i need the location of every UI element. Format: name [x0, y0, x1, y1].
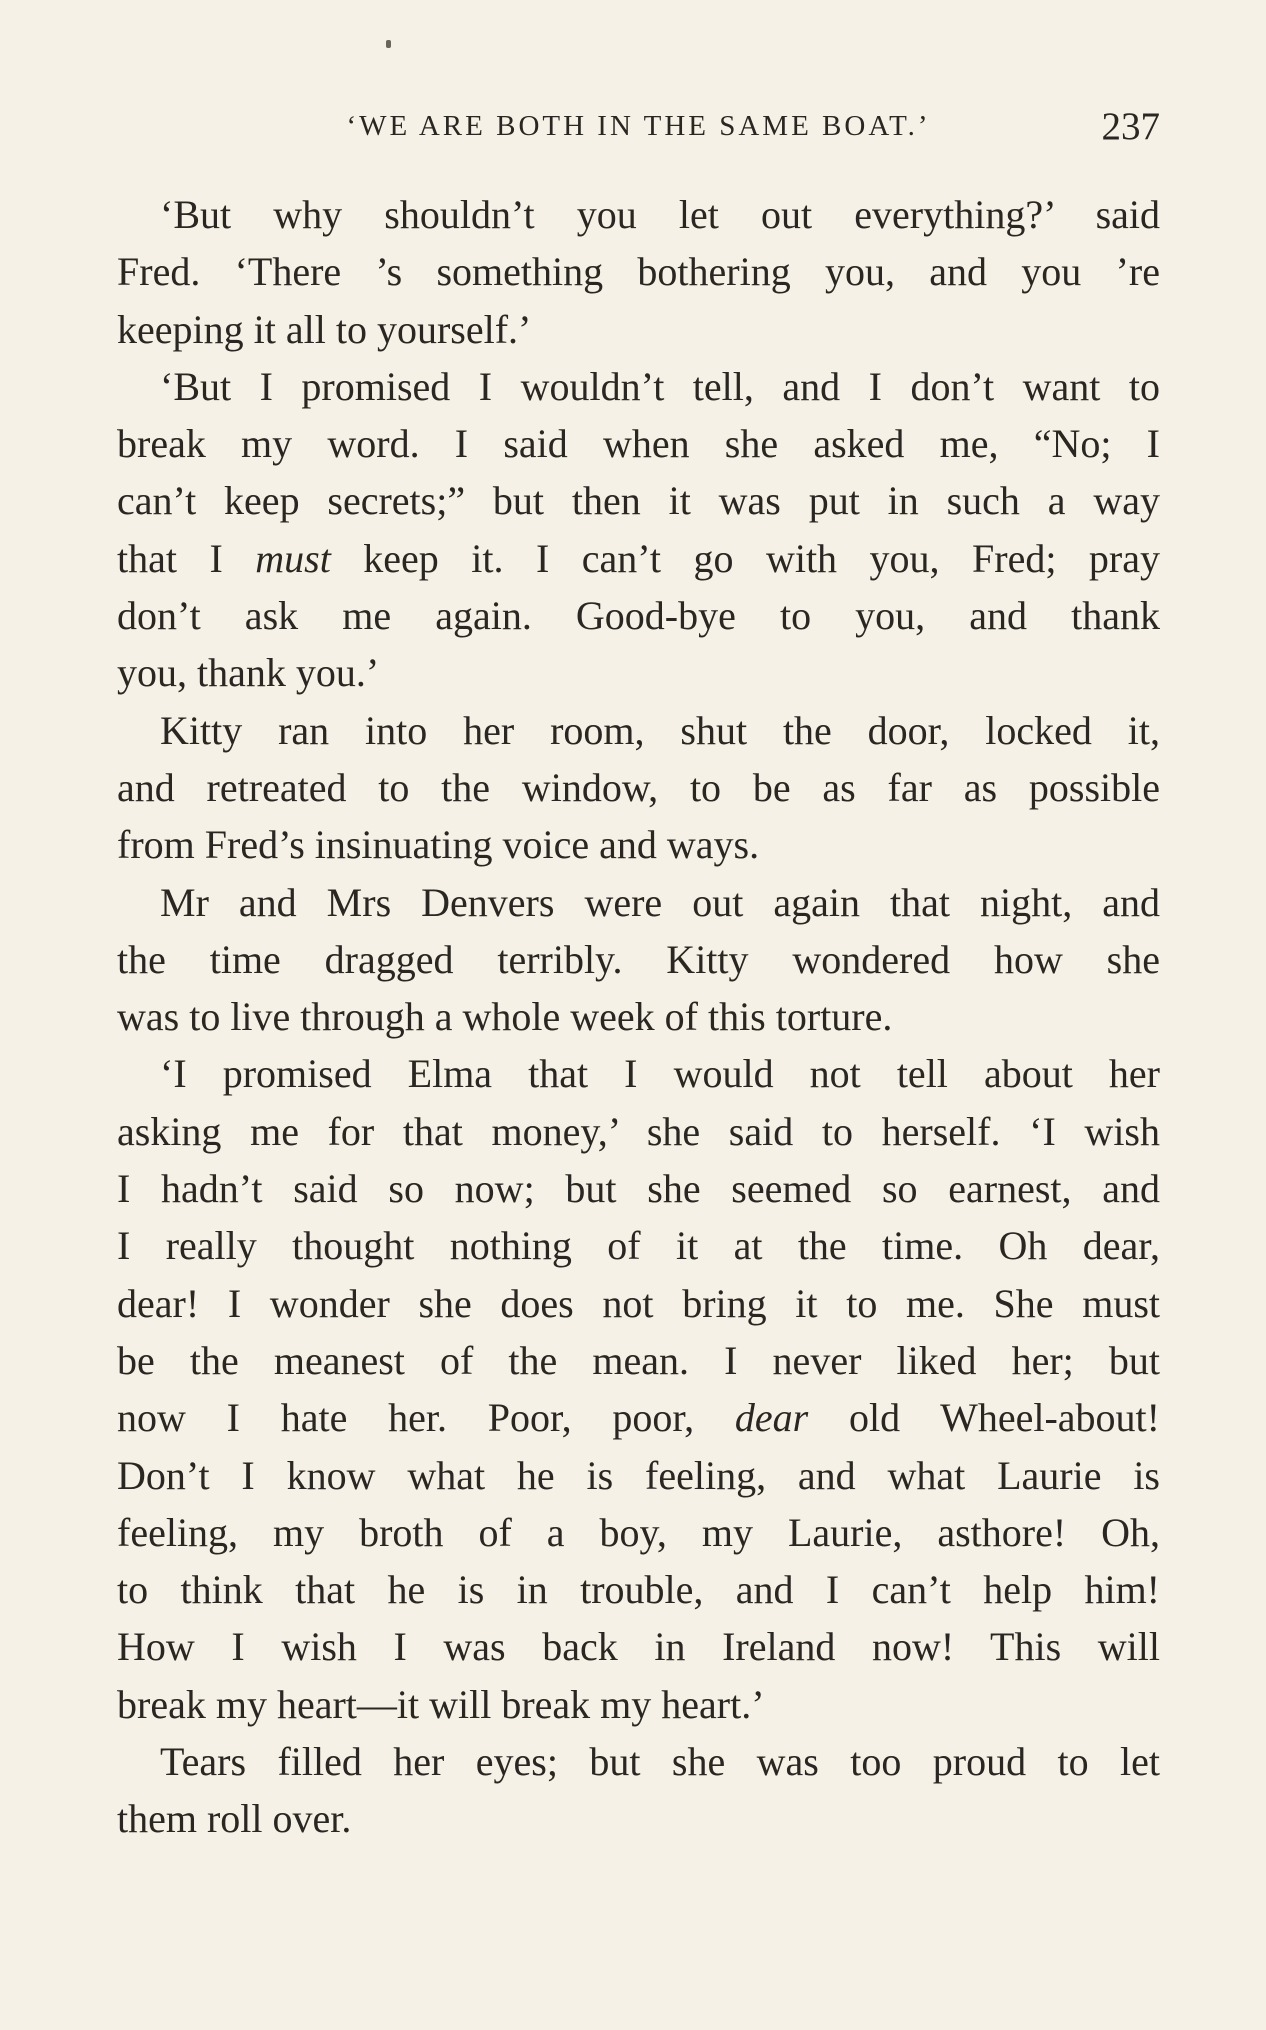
running-head — [117, 104, 1160, 154]
text-line — [117, 874, 1160, 931]
text-segment: break my word. I said when she asked me, “No; I — [117, 421, 1160, 467]
text-segment: you, thank you.’ — [117, 650, 380, 696]
text-line — [117, 1103, 1160, 1160]
paragraph — [117, 1733, 1160, 1848]
text-line — [117, 1618, 1160, 1675]
paragraph — [117, 358, 1160, 702]
text-line — [117, 415, 1160, 472]
text-line — [117, 1332, 1160, 1389]
text-segment: Tears filled her eyes; but she was too proud to let — [160, 1739, 1160, 1785]
text-segment: now I hate her. Poor, poor, — [117, 1395, 735, 1441]
paragraph — [117, 874, 1160, 1046]
text-segment: asking me for that money,’ she said to herself. ‘I wish — [117, 1108, 1160, 1154]
text-line — [117, 702, 1160, 759]
text-segment: ‘I promised Elma that I would not tell about her — [160, 1051, 1160, 1097]
text-line — [117, 1389, 1160, 1446]
text-segment: break my heart—it will break my heart.’ — [117, 1681, 765, 1727]
text-line — [117, 1561, 1160, 1618]
text-line — [117, 358, 1160, 415]
text-line — [117, 988, 1160, 1045]
text-segment: old Wheel-about! — [808, 1395, 1160, 1441]
text-segment: Mr and Mrs Denvers were out again that night, and — [160, 879, 1160, 925]
text-line — [117, 1504, 1160, 1561]
ink-speck — [386, 40, 391, 48]
text-segment: feeling, my broth of a boy, my Laurie, asthore! Oh, — [117, 1509, 1160, 1555]
text-line — [117, 1045, 1160, 1102]
text-segment: keeping it all to yourself.’ — [117, 306, 532, 352]
italic-text: must — [255, 535, 331, 581]
paragraph — [117, 702, 1160, 874]
text-segment: them roll over. — [117, 1796, 352, 1842]
running-title: ‘WE ARE BOTH IN THE SAME BOAT.’ — [346, 110, 931, 142]
text-line — [117, 301, 1160, 358]
text-segment: from Fred’s insinuating voice and ways. — [117, 822, 760, 868]
text-segment: ‘But I promised I wouldn’t tell, and I don’t want to — [160, 363, 1160, 409]
text-line — [117, 1217, 1160, 1274]
text-line — [117, 1275, 1160, 1332]
text-line — [117, 931, 1160, 988]
text-line — [117, 759, 1160, 816]
text-line — [117, 186, 1160, 243]
text-segment: I hadn’t said so now; but she seemed so earnest, and — [117, 1166, 1160, 1212]
text-segment: that I — [117, 535, 256, 581]
text-segment: can’t keep secrets;” but then it was put in such a way — [117, 478, 1160, 524]
text-line — [117, 1676, 1160, 1733]
text-line — [117, 1447, 1160, 1504]
text-segment: be the meanest of the mean. I never liked her; but — [117, 1337, 1160, 1383]
text-line — [117, 530, 1160, 587]
text-line — [117, 587, 1160, 644]
text-line — [117, 472, 1160, 529]
text-line — [117, 1160, 1160, 1217]
body-text — [117, 186, 1160, 1848]
italic-text: dear — [734, 1395, 809, 1441]
text-segment: and retreated to the window, to be as far as possible — [117, 764, 1160, 810]
text-segment: keep it. I can’t go with you, Fred; pray — [330, 535, 1160, 581]
text-segment: Don’t I know what he is feeling, and what Laurie is — [117, 1452, 1160, 1498]
text-segment: to think that he is in trouble, and I can’t help him! — [117, 1567, 1160, 1613]
page-number: 237 — [1101, 105, 1160, 148]
text-segment: How I wish I was back in Ireland now! This will — [117, 1624, 1160, 1670]
text-segment: ‘But why shouldn’t you let out everything?’ said — [160, 192, 1160, 237]
text-segment: Fred. ‘There ’s something bothering you, and you ’re — [117, 249, 1160, 295]
text-line — [117, 644, 1160, 701]
text-segment: dear! I wonder she does not bring it to me. She must — [117, 1280, 1160, 1326]
paragraph — [117, 186, 1160, 358]
text-line — [117, 1790, 1160, 1847]
text-line — [117, 816, 1160, 873]
paragraph — [117, 1045, 1160, 1733]
text-line — [117, 1733, 1160, 1790]
text-line — [117, 243, 1160, 300]
text-segment: I really thought nothing of it at the time. Oh dear, — [117, 1223, 1160, 1269]
text-segment: Kitty ran into her room, shut the door, locked it, — [160, 707, 1160, 753]
text-segment: was to live through a whole week of this torture. — [117, 994, 893, 1040]
text-segment: the time dragged terribly. Kitty wondered how she — [117, 936, 1160, 982]
text-segment: don’t ask me again. Good-bye to you, and thank — [117, 593, 1160, 639]
